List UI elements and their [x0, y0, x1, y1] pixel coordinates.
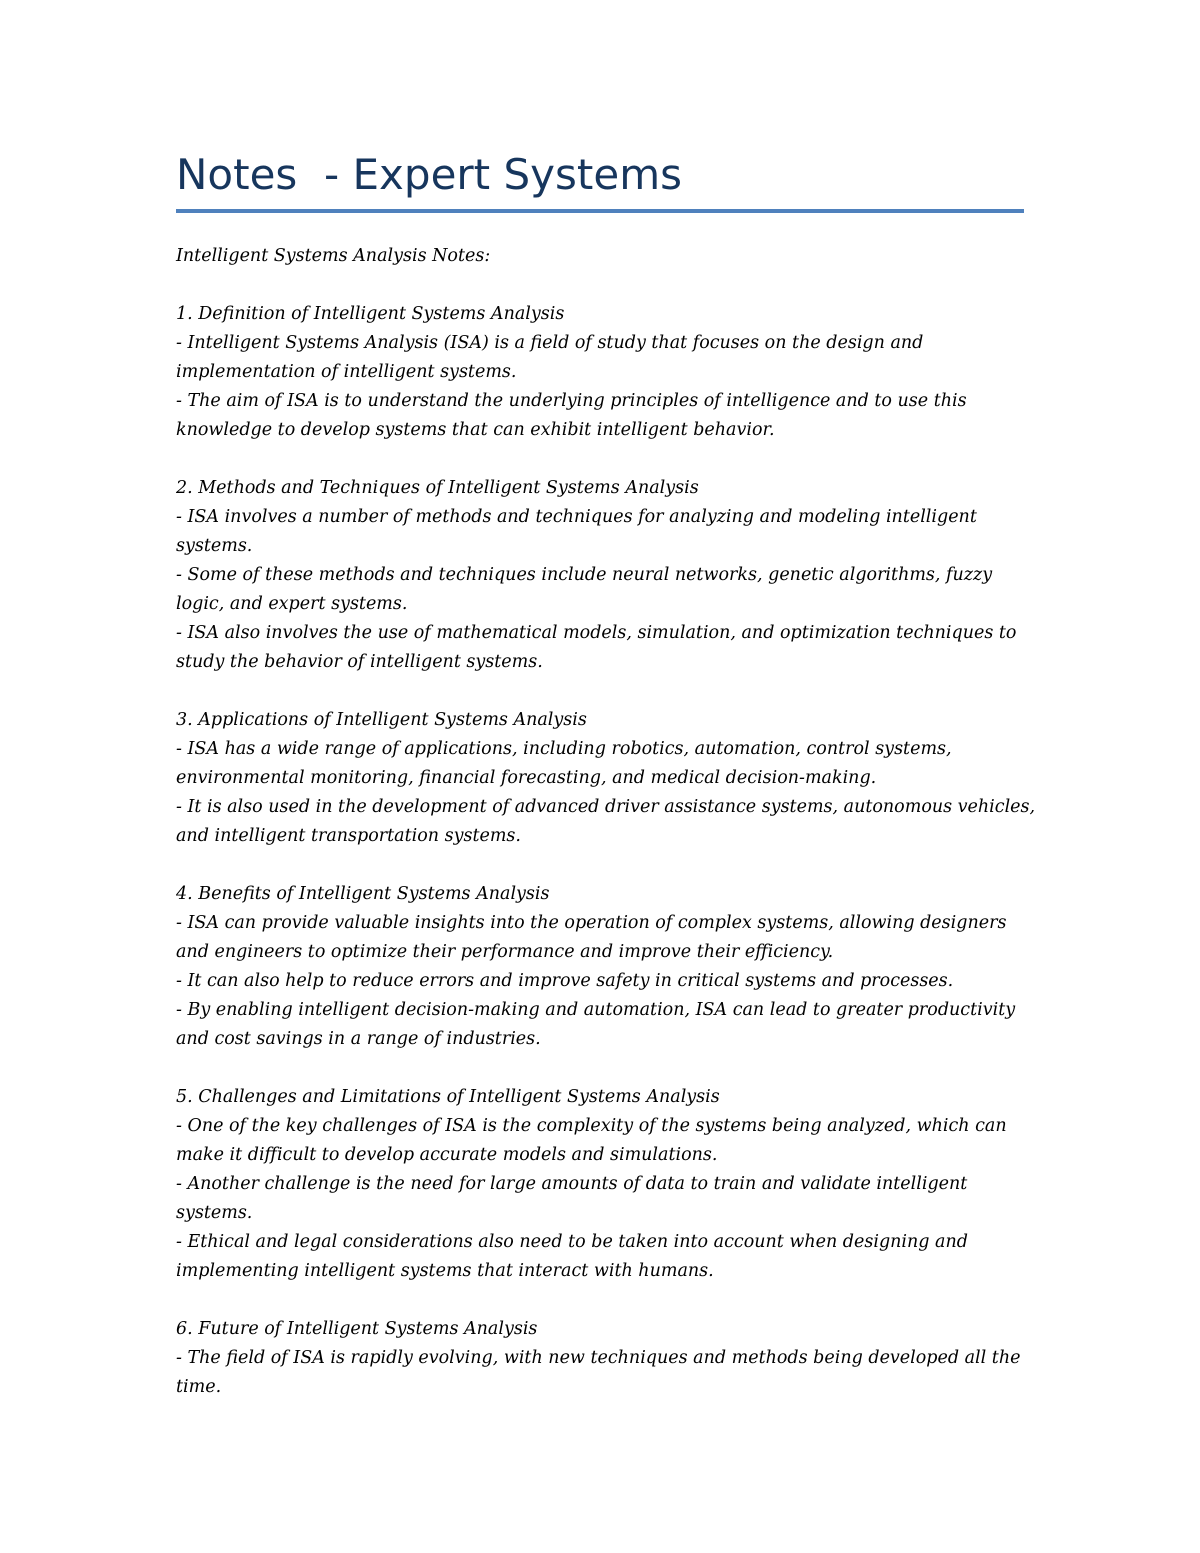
section-heading: 3. Applications of Intelligent Systems Analysis — [176, 710, 587, 730]
section-line: and cost savings in a range of industries. — [176, 1029, 541, 1049]
section-line: study the behavior of intelligent systems. — [176, 652, 543, 672]
section-1 — [176, 300, 1028, 445]
section-line: systems. — [176, 1203, 253, 1223]
paragraph-gap — [176, 445, 1028, 474]
section-line: knowledge to develop systems that can exhibit intelligent behavior. — [176, 420, 775, 440]
section-line: systems. — [176, 536, 253, 556]
section-4 — [176, 880, 1028, 1054]
document-body — [176, 242, 1036, 1402]
section-heading: 6. Future of Intelligent Systems Analysis — [176, 1319, 538, 1339]
paragraph-gap — [176, 1054, 1028, 1083]
section-line: - Another challenge is the need for large amounts of data to train and validate intelligent — [176, 1174, 968, 1194]
section-line: - By enabling intelligent decision-making and automation, ISA can lead to greater productivity — [176, 1000, 1016, 1020]
section-line: logic, and expert systems. — [176, 594, 408, 614]
page-title: Notes - Expert Systems — [176, 150, 682, 199]
section-line: environmental monitoring, financial forecasting, and medical decision-making. — [176, 768, 877, 788]
section-heading: 4. Benefits of Intelligent Systems Analysis — [176, 884, 550, 904]
section-line: and engineers to optimize their performance and improve their efficiency. — [176, 942, 834, 962]
section-line: implementing intelligent systems that interact with humans. — [176, 1261, 714, 1281]
section-2 — [176, 474, 1028, 677]
section-6 — [176, 1315, 1028, 1402]
section-line: - Some of these methods and techniques include neural networks, genetic algorithms, fuzzy — [176, 565, 993, 585]
section-heading: 2. Methods and Techniques of Intelligent Systems Analysis — [176, 478, 699, 498]
section-3 — [176, 706, 1036, 851]
paragraph-gap — [176, 677, 1028, 706]
section-line: - It can also help to reduce errors and improve safety in critical systems and processes. — [176, 971, 954, 991]
section-line: - One of the key challenges of ISA is the complexity of the systems being analyzed, which can — [176, 1116, 1007, 1136]
section-line: implementation of intelligent systems. — [176, 362, 517, 382]
title-underline — [176, 209, 1024, 213]
intro-line: Intelligent Systems Analysis Notes: — [176, 246, 491, 266]
section-line: - The aim of ISA is to understand the underlying principles of intelligence and to use this — [176, 391, 967, 411]
paragraph-gap — [176, 1286, 1028, 1315]
section-line: and intelligent transportation systems. — [176, 826, 521, 846]
section-line: - ISA also involves the use of mathematical models, simulation, and optimization techniques to — [176, 623, 1017, 643]
section-line: - Intelligent Systems Analysis (ISA) is a field of study that focuses on the design and — [176, 333, 924, 353]
section-line: time. — [176, 1377, 222, 1397]
section-line: - It is also used in the development of advanced driver assistance systems, autonomous vehicles, — [176, 797, 1036, 817]
section-heading: 5. Challenges and Limitations of Intelligent Systems Analysis — [176, 1087, 720, 1107]
section-line: - ISA involves a number of methods and techniques for analyzing and modeling intelligent — [176, 507, 977, 527]
section-line: - The field of ISA is rapidly evolving, with new techniques and methods being developed all the — [176, 1348, 1021, 1368]
section-heading: 1. Definition of Intelligent Systems Analysis — [176, 304, 565, 324]
section-line: make it difficult to develop accurate models and simulations. — [176, 1145, 718, 1165]
section-5 — [176, 1083, 1028, 1286]
paragraph-gap — [176, 271, 1028, 300]
section-line: - ISA can provide valuable insights into the operation of complex systems, allowing designers — [176, 913, 1007, 933]
section-line: - ISA has a wide range of applications, including robotics, automation, control systems, — [176, 739, 952, 759]
section-line: - Ethical and legal considerations also need to be taken into account when designing and — [176, 1232, 968, 1252]
paragraph-gap — [176, 851, 1028, 880]
